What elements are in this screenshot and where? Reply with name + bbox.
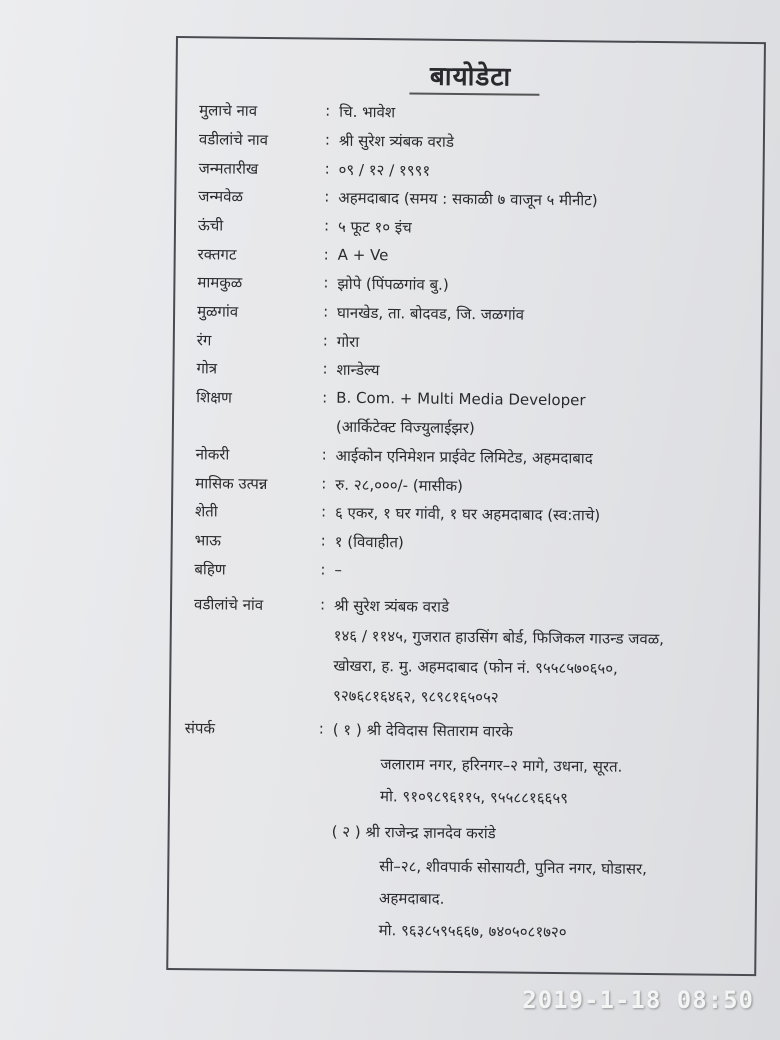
address-line: १४६ / ११४५, गुजरात हाउसिंग बोर्ड, फिजिकल गाउन्ड जवळ, [333, 626, 665, 649]
contact-2-address: सी–२८, शीवपार्क सोसायटी, पुनित नगर, घोडासर, [379, 857, 648, 878]
field-label: ऊंची [197, 216, 224, 235]
field-separator: : [318, 719, 324, 738]
field-value: १ (विवाहीत) [334, 532, 404, 552]
field-label: मुलाचे नाव [199, 101, 258, 120]
field-value: श्री सुरेश त्र्यंबक वराडे [333, 596, 450, 616]
field-label: मासिक उत्पन्न [195, 474, 268, 493]
field-value: ५ फूट १० इंच [337, 217, 412, 237]
field-label: रक्तगट [197, 245, 237, 264]
field-value: चि. भावेश [339, 102, 396, 122]
address-line: ९२७६८१६४६२, ९८९८१६५०५२ [333, 686, 499, 707]
field-separator: : [324, 159, 330, 178]
field-label: वडीलांचे नाव [198, 130, 269, 149]
field-value: B. Com. + Multi Media Developer [336, 388, 586, 410]
field-separator: : [322, 359, 328, 378]
contact-2-name: ( २ ) श्री राजेन्द्र ज्ञानदेव करांडे [331, 822, 496, 843]
photo-timestamp: 2019-1-18 08:50 [522, 986, 754, 1014]
field-value: श्री सुरेश त्र्यंबक वराडे [338, 131, 455, 151]
field-separator: : [323, 273, 329, 292]
field-separator: : [322, 388, 328, 407]
education-continuation: (आर्किटेक्ट विज्युलाईझर) [335, 417, 475, 438]
field-value: रु. २८,०००/- (मासीक) [335, 475, 464, 496]
address-line: खोखरा, ह. मु. अहमदाबाद (फोन नं. ९५५८५७०६५०, [333, 656, 618, 678]
field-separator: : [324, 130, 331, 149]
field-label: बहिण [194, 560, 226, 579]
field-separator: : [320, 560, 326, 579]
field-label: भाऊ [194, 531, 222, 550]
field-separator: : [322, 331, 328, 350]
contact-1-address: जलाराम नगर, हरिनगर–२ मागे, उधना, सूरत. [380, 755, 623, 776]
field-separator: : [321, 474, 327, 493]
field-value: ६ एकर, १ घर गांवी, १ घर अहमदाबाद (स्व:ताचे) [334, 503, 601, 525]
field-value: शान्डेल्य [336, 360, 380, 380]
field-separator: : [320, 531, 326, 550]
field-separator: : [325, 101, 331, 120]
field-label: नोकरी [195, 445, 230, 464]
field-label: मुळगांव [197, 302, 239, 321]
field-value: गोरा [336, 332, 360, 351]
field-value: A + Ve [337, 245, 389, 265]
field-label: वडीलांचे नांव [193, 595, 264, 614]
field-label: जन्मवेळ [198, 187, 244, 206]
contact-2-address-city: अहमदाबाद. [378, 889, 445, 908]
field-label: रंग [196, 331, 212, 350]
contact-1-phone: मो. ९१०९८९६११५, ९५५८८१६६५९ [379, 787, 569, 808]
field-value: ०९ / १२ / १९९१ [338, 160, 431, 180]
field-separator: : [319, 595, 326, 614]
field-separator: : [324, 187, 330, 206]
field-label: संपर्क [184, 719, 216, 738]
field-value: झोपे (पिंपळगांव बु.) [337, 274, 449, 294]
field-label: मामकुळ [197, 273, 243, 292]
field-value: आईकोन एनिमेशन प्राईवेट लिमिटेड, अहमदाबाद [335, 446, 593, 468]
page-title: बायोडेटा [429, 61, 512, 93]
field-label: शेती [194, 502, 218, 521]
field-label: शिक्षण [196, 388, 232, 407]
field-value: घानखेड, ता. बोदवड, जि. जळगांव [337, 303, 525, 324]
field-value: अहमदाबाद (समय : सकाळी ७ वाजून ५ मीनीट) [338, 188, 598, 210]
field-separator: : [323, 302, 329, 321]
title-underline [409, 92, 539, 95]
field-label: गोत्र [196, 359, 218, 378]
field-value: – [334, 560, 343, 579]
field-separator: : [323, 245, 329, 264]
field-separator: : [323, 216, 330, 235]
contact-2-phone: मो. ९६३८५९५६६७, ७४०५०८१७२० [378, 921, 567, 942]
field-separator: : [321, 445, 327, 464]
field-separator: : [320, 502, 327, 521]
biodata-sheet [166, 36, 766, 976]
contact-1-name: ( १ ) श्री देविदास सिताराम वारके [332, 720, 513, 741]
field-label: जन्मतारीख [198, 159, 259, 178]
